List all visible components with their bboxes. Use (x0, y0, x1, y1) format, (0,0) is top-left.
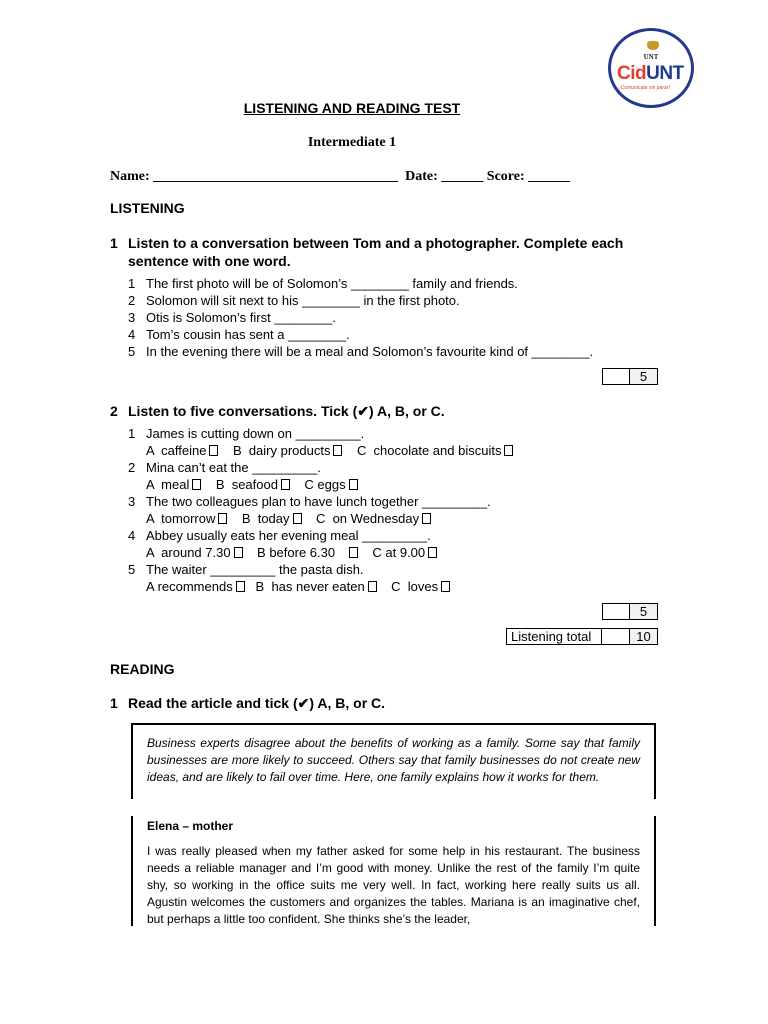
listening-q2-instruction: Listen to five conversations. Tick (✔) A, B, or C. (128, 403, 445, 419)
cidunt-logo (608, 28, 694, 108)
name-date-score-line: Name: ___________________________________ Date: ______ Score: ______ (110, 169, 571, 184)
logo-tagline: ¡Comunícate sin parar! (619, 85, 670, 91)
list-item: 1 James is cutting down on _________. (128, 426, 365, 441)
tick-box[interactable] (209, 445, 218, 456)
list-item: 5 The waiter _________ the pasta dish. (128, 562, 364, 577)
list-item: 2 Mina can’t eat the _________. (128, 460, 321, 475)
option-row: A tomorrow B today C on Wednesday (146, 510, 431, 527)
article-section-title: Elena – mother (147, 819, 234, 833)
level-subtitle: Intermediate 1 (307, 135, 397, 150)
tick-box[interactable] (504, 445, 513, 456)
page-title: LISTENING AND READING TEST (243, 100, 461, 116)
q2-score-input[interactable] (602, 603, 630, 620)
tick-box[interactable] (234, 547, 243, 558)
tick-box[interactable] (281, 479, 290, 490)
listening-q2-number: 2 (110, 403, 118, 419)
tick-box[interactable] (293, 513, 302, 524)
option-row: A around 7.30 B before 6.30 C at 9.00 (146, 544, 437, 561)
list-item: 1 The first photo will be of Solomon’s ________ family and friends. (128, 276, 518, 291)
article-intro: Business experts disagree about the benefits of working as a family. Some say that family businesses are more likely to succeed. Others say that family businesses do not create new ideas, and are likely to fail over time. Here, one family explains how it works for them. (131, 723, 656, 799)
q2-score-box (602, 603, 658, 620)
list-item: 5 In the evening there will be a meal and Solomon’s favourite kind of ________. (128, 344, 594, 359)
q1-score-box (602, 368, 658, 385)
tick-box[interactable] (236, 581, 245, 592)
article-section (131, 816, 656, 926)
option-row: A caffeine B dairy products C chocolate and biscuits (146, 442, 513, 459)
tick-box[interactable] (368, 581, 377, 592)
listening-heading: LISTENING (110, 200, 185, 216)
tick-box[interactable] (218, 513, 227, 524)
tick-box[interactable] (349, 479, 358, 490)
reading-heading: READING (110, 661, 175, 677)
list-item: 4 Tom’s cousin has sent a ________. (128, 327, 350, 342)
tick-box[interactable] (422, 513, 431, 524)
listening-total-input[interactable] (602, 628, 630, 645)
listening-q1-instruction: Listen to a conversation between Tom and a photographer. Complete each sentence with one word. (128, 235, 624, 269)
listening-total-max: 10 (630, 628, 658, 645)
list-item: 4 Abbey usually eats her evening meal _________. (128, 528, 431, 543)
reading-q1-instruction: Read the article and tick (✔) A, B, or C. (128, 695, 386, 711)
logo-top-text: UNT (643, 53, 659, 61)
tick-box[interactable] (428, 547, 437, 558)
reading-q1-number: 1 (110, 695, 118, 711)
listening-q1-number: 1 (110, 235, 118, 251)
listening-total-label: Listening total (506, 628, 602, 645)
tick-box[interactable] (441, 581, 450, 592)
tick-box[interactable] (333, 445, 342, 456)
article-section-text: I was really pleased when my father asked for some help in his restaurant. The business needs a reliable manager and I’m good with money. Unlike the rest of the family I’m quite shy, so working in the office suits me very well. In fact, working here really suits us all. Agustin welcomes the customers and organizes the tables. Mariana is an imaginative chef, but perhaps a little too confident. She thinks she’s the leader, (147, 844, 640, 926)
option-row: A recommends B has never eaten C loves (146, 578, 450, 595)
list-item: 2 Solomon will sit next to his ________ in the first photo. (128, 293, 460, 308)
q1-score-input[interactable] (602, 368, 630, 385)
tick-box[interactable] (349, 547, 358, 558)
logo-brand: CidUNT (617, 63, 684, 84)
q2-score-max: 5 (630, 603, 658, 620)
crest-icon (647, 41, 659, 50)
q1-score-max: 5 (630, 368, 658, 385)
list-item: 3 The two colleagues plan to have lunch together _________. (128, 494, 491, 509)
listening-total-box (506, 628, 658, 645)
tick-box[interactable] (192, 479, 201, 490)
option-row: A meal B seafood C eggs (146, 476, 358, 493)
list-item: 3 Otis is Solomon’s first ________. (128, 310, 336, 325)
